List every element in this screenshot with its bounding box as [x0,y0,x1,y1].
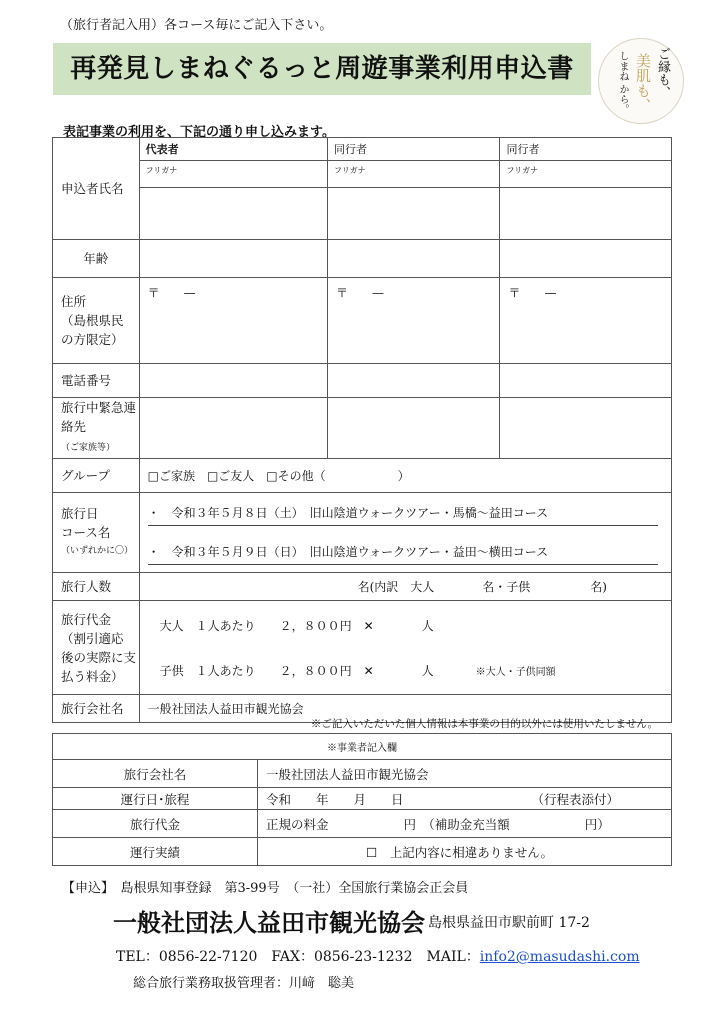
course-label-line2: コース名 [61,525,111,540]
emergency-field-1[interactable] [139,398,327,459]
office-header: ※事業者記入欄 [53,734,672,760]
logo-line-2: 美肌も、 [634,53,652,113]
intro-text: 表記事業の利用を、下記の通り申し込みます。 [63,125,335,140]
apply-info: 【申込】 島根県知事登録 第3-99号 （一社）全国旅行業協会正会員 [62,881,469,896]
furigana-field-3[interactable]: フリガナ [500,161,672,188]
agency-label: 旅行会社名 [53,695,140,723]
travelers-label: 旅行人数 [53,573,140,601]
name-field-2[interactable] [328,188,500,240]
office-date-value: 令和 年 月 日 [266,791,404,807]
office-date-field[interactable] [258,788,672,810]
companion-header-2: 同行者 [500,138,672,161]
emergency-label-small: （ご家族等） [61,443,116,453]
agency-value: 一般社団法人益田市観光協会 [139,695,671,723]
organization-address: 島根県益田市駅前町 17-2 [428,915,590,931]
organization-name: 一般社団法人益田市観光協会 [113,908,425,937]
representative-header: 代表者 [139,138,327,161]
office-fee-field[interactable]: 正規の料金 円 （補助金充当額 円） [258,810,672,838]
fee-label-line1: 旅行代金 [61,611,112,627]
page-title: 再発見しまねぐるっと周遊事業利用申込書 [70,54,574,84]
logo-line-1: ご縁も、 [655,47,670,99]
application-table [52,137,672,723]
office-date-note: （行程表添付） [531,791,619,807]
age-field-3[interactable] [500,240,672,278]
office-record-checkbox[interactable]: ☐ 上記内容に相違ありません。 [258,838,672,866]
emergency-field-2[interactable] [328,398,500,459]
office-date-label: 運行日･旅程 [53,788,258,810]
name-field-1[interactable] [139,188,327,240]
contact-tel-fax: TEL：0856-22-7120 FAX：0856-23-1232 MAIL： [116,949,480,965]
group-options[interactable]: □ご家族 □ご友人 □その他（ ） [139,459,671,493]
travelers-field[interactable]: 名(内訳 大人 名・子供 名) [139,573,671,601]
privacy-note: ※ご記入いただいた個人情報は本事業の目的以外には使用いたしません。 [310,718,658,730]
emergency-field-3[interactable] [500,398,672,459]
top-note: （旅行者記入用）各コース毎にご記入下さい。 [60,18,333,33]
address-label [53,278,140,364]
phone-label: 電話番号 [53,364,140,398]
furigana-field-2[interactable]: フリガナ [328,161,500,188]
logo-line-3: しまね から。 [617,51,628,115]
name-field-3[interactable] [500,188,672,240]
furigana-field-1[interactable]: フリガナ [139,161,327,188]
age-field-1[interactable] [139,240,327,278]
fee-child[interactable]: 子供 １人あたり ２，８００円 ✕ 人 [159,663,434,678]
office-fee-label: 旅行代金 [53,810,258,838]
course-label [53,493,140,573]
fee-label-line4: 払う料金） [61,668,124,684]
age-label: 年齢 [53,240,140,278]
fee-note: ※大人・子供同額 [475,666,556,678]
address-label-line1: 住所 [61,294,87,309]
fee-adult[interactable]: 大人 １人あたり ２，８００円 ✕ 人 [159,618,434,633]
office-table [52,733,672,866]
tourism-logo [598,38,684,124]
course-option-1[interactable]: ・ 令和３年５月８日（土） 旧山陰道ウォークツアー・馬橋～益田コース [148,501,658,526]
phone-field-2[interactable] [328,364,500,398]
course-label-line1: 旅行日 [61,506,99,521]
fee-label [53,601,140,695]
phone-field-1[interactable] [139,364,327,398]
office-agency-label: 旅行会社名 [53,760,258,788]
course-option-2[interactable]: ・ 令和３年５月９日（日） 旧山陰道ウォークツアー・益田～横田コース [148,540,658,565]
email-link[interactable]: info2@masudashi.com [479,949,640,965]
address-field-2[interactable]: 〒 — [328,278,500,364]
emergency-contact-label [53,398,140,459]
fee-label-line2: （割引適応 [61,630,124,646]
group-label: グループ [53,459,140,493]
age-field-2[interactable] [328,240,500,278]
address-field-1[interactable]: 〒 — [139,278,327,364]
emergency-label-line2: 絡先 [61,419,87,434]
address-field-3[interactable]: 〒 — [500,278,672,364]
address-label-line2: （島根県民 [61,313,124,328]
address-label-line3: の方限定） [61,332,124,347]
office-agency-value: 一般社団法人益田市観光協会 [258,760,672,788]
phone-field-3[interactable] [500,364,672,398]
emergency-label-line1: 旅行中緊急連 [61,400,137,415]
companion-header-1: 同行者 [328,138,500,161]
contact-line [116,946,640,966]
applicant-name-label: 申込者氏名 [53,138,140,240]
fee-label-line3: 後の実際に支 [61,649,137,665]
office-record-label: 運行実績 [53,838,258,866]
manager-name: 総合旅行業務取扱管理者：川﨑 聡美 [133,976,355,991]
course-label-small: （いずれかに〇） [61,546,134,556]
